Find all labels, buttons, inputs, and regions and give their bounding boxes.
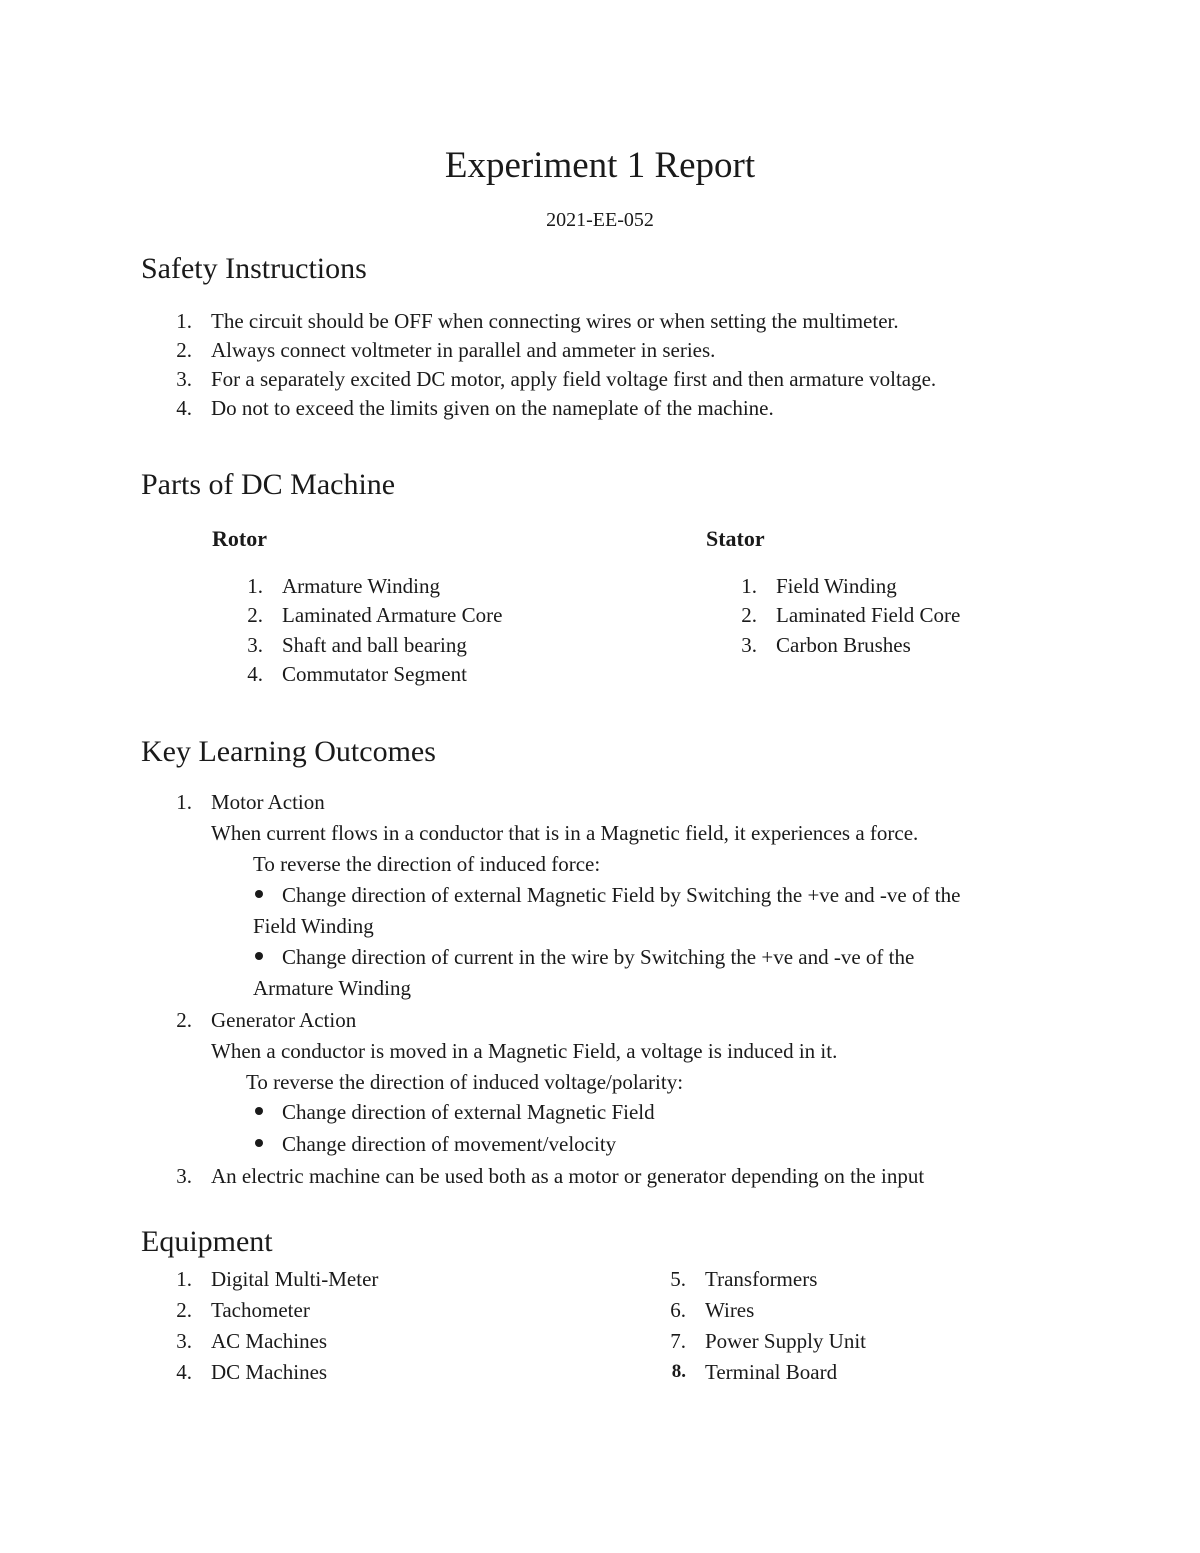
motor-action-title: Motor Action bbox=[211, 790, 325, 814]
list-number: 2. bbox=[176, 1298, 192, 1322]
student-id: 2021-EE-052 bbox=[546, 209, 654, 231]
list-number: 2. bbox=[176, 1008, 192, 1032]
stator-item: Laminated Field Core bbox=[776, 603, 961, 627]
list-number: 3. bbox=[176, 1329, 192, 1353]
bullet-icon bbox=[255, 890, 263, 898]
list-number: 2. bbox=[741, 603, 757, 627]
motor-action-desc: When current flows in a conductor that is in a Magnetic field, it experiences a force. bbox=[211, 821, 919, 845]
equipment-item: Digital Multi-Meter bbox=[211, 1267, 379, 1291]
list-number: 1. bbox=[176, 1267, 192, 1291]
list-number: 1. bbox=[247, 574, 263, 598]
safety-item: For a separately excited DC motor, apply field voltage first and then armature voltage. bbox=[211, 367, 937, 391]
list-number: 4. bbox=[176, 1360, 192, 1384]
bullet-icon bbox=[255, 1107, 263, 1115]
equipment-item: DC Machines bbox=[211, 1360, 328, 1384]
list-number: 1. bbox=[176, 790, 192, 814]
safety-item: Always connect voltmeter in parallel and ammeter in series. bbox=[211, 338, 716, 362]
bullet-icon bbox=[255, 952, 263, 960]
motor-bullet-1: Change direction of external Magnetic Field by Switching the +ve and -ve of the bbox=[282, 883, 961, 907]
safety-item: Do not to exceed the limits given on the nameplate of the machine. bbox=[211, 396, 774, 420]
generator-reverse-text: To reverse the direction of induced voltage/polarity: bbox=[246, 1070, 684, 1094]
equipment-item: Power Supply Unit bbox=[705, 1329, 867, 1353]
equipment-heading: Equipment bbox=[141, 1225, 273, 1258]
stator-heading: Stator bbox=[706, 526, 765, 551]
list-number: 3. bbox=[247, 633, 263, 657]
safety-item: The circuit should be OFF when connecting wires or when setting the multimeter. bbox=[211, 309, 899, 333]
list-number: 5. bbox=[670, 1267, 686, 1291]
equipment-item: Terminal Board bbox=[705, 1360, 838, 1384]
motor-bullet-1-cont: Field Winding bbox=[253, 914, 374, 938]
rotor-item: Commutator Segment bbox=[282, 662, 467, 686]
generator-action-title: Generator Action bbox=[211, 1008, 357, 1032]
equipment-item: Transformers bbox=[705, 1267, 818, 1291]
list-number: 3. bbox=[741, 633, 757, 657]
list-number: 1. bbox=[741, 574, 757, 598]
rotor-item: Armature Winding bbox=[282, 574, 440, 598]
generator-bullet-2: Change direction of movement/velocity bbox=[282, 1132, 617, 1156]
list-number: 4. bbox=[247, 662, 263, 686]
list-number: 3. bbox=[176, 1164, 192, 1188]
motor-bullet-2-cont: Armature Winding bbox=[253, 976, 411, 1000]
page-title: Experiment 1 Report bbox=[444, 145, 756, 186]
list-number: 8. bbox=[671, 1361, 686, 1382]
motor-bullet-2: Change direction of current in the wire by Switching the +ve and -ve of the bbox=[282, 945, 915, 969]
generator-action-desc: When a conductor is moved in a Magnetic Field, a voltage is induced in it. bbox=[211, 1039, 838, 1063]
list-number: 6. bbox=[670, 1298, 686, 1322]
bullet-icon bbox=[255, 1139, 263, 1147]
stator-item: Carbon Brushes bbox=[776, 633, 911, 657]
rotor-item: Shaft and ball bearing bbox=[282, 633, 467, 657]
stator-item: Field Winding bbox=[776, 574, 897, 598]
rotor-heading: Rotor bbox=[212, 526, 267, 551]
equipment-item: AC Machines bbox=[211, 1329, 328, 1353]
outcomes-heading: Key Learning Outcomes bbox=[141, 735, 436, 768]
list-number: 7. bbox=[670, 1329, 686, 1353]
motor-reverse-text: To reverse the direction of induced force: bbox=[253, 852, 601, 876]
list-number: 3. bbox=[176, 367, 192, 391]
list-number: 2. bbox=[247, 603, 263, 627]
parts-heading: Parts of DC Machine bbox=[141, 468, 396, 501]
generator-bullet-1: Change direction of external Magnetic Field bbox=[282, 1100, 655, 1124]
outcome-item-3: An electric machine can be used both as a motor or generator depending on the input bbox=[211, 1164, 925, 1188]
equipment-item: Tachometer bbox=[211, 1298, 310, 1322]
list-number: 1. bbox=[176, 309, 192, 333]
list-number: 4. bbox=[176, 396, 192, 420]
list-number: 2. bbox=[176, 338, 192, 362]
equipment-item: Wires bbox=[705, 1298, 755, 1322]
safety-heading: Safety Instructions bbox=[141, 252, 367, 285]
rotor-item: Laminated Armature Core bbox=[282, 603, 503, 627]
